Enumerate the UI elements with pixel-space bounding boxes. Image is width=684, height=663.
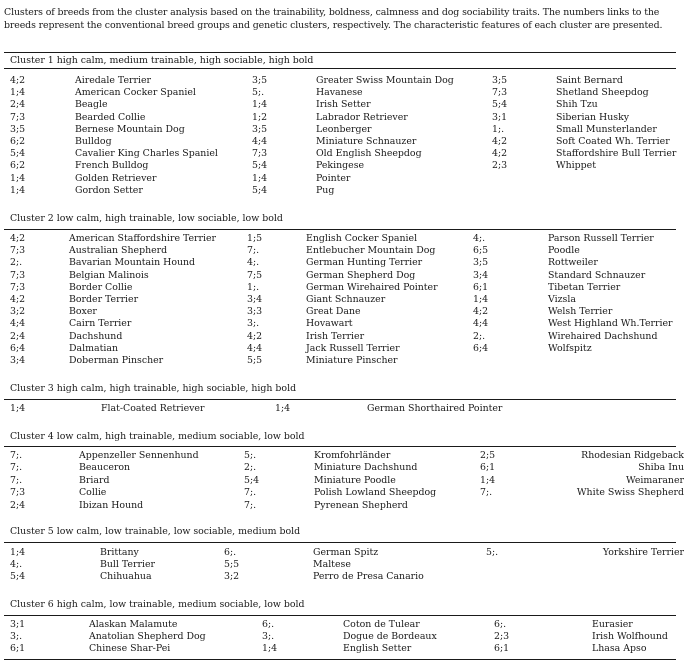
cluster-2-table xyxy=(0,233,684,367)
group-cluster-code: 2;. xyxy=(244,462,257,474)
group-cluster-code: 7;3 xyxy=(10,269,26,281)
breed-name: Maltese xyxy=(313,559,351,571)
group-cluster-code: 7;. xyxy=(244,487,257,499)
group-cluster-code: 1;4 xyxy=(10,172,26,184)
group-cluster-code: 1;5 xyxy=(247,233,263,244)
breed-name: Giant Schnauzer xyxy=(306,293,386,305)
group-cluster-code: 6;. xyxy=(224,547,237,558)
group-cluster-code: 7;3 xyxy=(10,281,26,293)
breed-name: Vizsla xyxy=(548,293,576,305)
breed-name: German Shorthaired Pointer xyxy=(367,403,503,414)
breed-name: Miniature Poodle xyxy=(314,474,396,486)
group-cluster-code: 1;. xyxy=(247,281,260,293)
table-row xyxy=(0,306,684,318)
breed-name: Irish Terrier xyxy=(306,330,365,342)
group-cluster-code: 5;. xyxy=(252,87,265,99)
group-cluster-code: 7;5 xyxy=(247,269,263,281)
group-cluster-code: 5;4 xyxy=(10,148,26,160)
breed-name: Bearded Collie xyxy=(75,111,146,123)
table-row xyxy=(0,233,684,245)
group-cluster-code: 3;5 xyxy=(252,75,268,86)
breed-name: Jack Russell Terrier xyxy=(306,342,400,354)
group-cluster-code: 3;5 xyxy=(473,257,489,269)
cluster-3-table xyxy=(0,403,684,415)
group-cluster-code: 6;2 xyxy=(10,160,26,172)
cluster-5-heading: Cluster 5 low calm, low trainable, low sociable, medium bold xyxy=(10,526,301,537)
group-cluster-code: 1;4 xyxy=(275,403,291,414)
group-cluster-code: 1;4 xyxy=(473,293,489,305)
table-row xyxy=(0,355,684,367)
breed-name: German Spitz xyxy=(313,547,379,558)
group-cluster-code: 4;2 xyxy=(473,306,489,318)
group-cluster-code: 3;. xyxy=(262,631,275,643)
group-cluster-code: 4;2 xyxy=(247,330,263,342)
breed-name: Flat-Coated Retriever xyxy=(101,403,205,414)
group-cluster-code: 4;2 xyxy=(10,233,26,244)
breed-name: Ibizan Hound xyxy=(79,499,144,511)
group-cluster-code: 6;1 xyxy=(10,643,26,655)
group-cluster-code: 3;1 xyxy=(10,619,26,630)
group-cluster-code: 7;. xyxy=(480,487,493,499)
breed-name: Lhasa Apso xyxy=(592,643,647,655)
table-row xyxy=(0,450,684,462)
breed-name: Small Munsterlander xyxy=(556,123,657,135)
group-cluster-code: 5;4 xyxy=(252,184,268,196)
breed-name: French Bulldog xyxy=(75,160,149,172)
breed-name: Whippet xyxy=(556,160,596,172)
breed-name: Greater Swiss Mountain Dog xyxy=(316,75,454,86)
group-cluster-code: 4;. xyxy=(10,559,23,571)
breed-name: Shih Tzu xyxy=(556,99,598,111)
group-cluster-code: 7;3 xyxy=(10,245,26,257)
table-row xyxy=(0,124,684,136)
breed-name: Pyrenean Shepherd xyxy=(314,499,408,511)
breed-name: West Highland Wh.Terrier xyxy=(548,318,673,330)
breed-name: Dachshund xyxy=(69,330,123,342)
cluster-6-heading: Cluster 6 high calm, low trainable, medium sociable, low bold xyxy=(10,599,305,610)
group-cluster-code: 5;5 xyxy=(247,354,263,366)
cluster-2-heading: Cluster 2 low calm, high trainable, low sociable, low bold xyxy=(10,213,283,224)
breed-name: Poodle xyxy=(548,245,580,257)
breed-name: Great Dane xyxy=(306,306,361,318)
breed-name: Miniature Dachshund xyxy=(314,462,418,474)
table-row xyxy=(0,75,684,87)
group-cluster-code: 6;1 xyxy=(494,643,510,655)
breed-name: American Staffordshire Terrier xyxy=(69,233,217,244)
cluster-3-rule xyxy=(4,399,676,400)
group-cluster-code: 7;3 xyxy=(10,111,26,123)
breed-name: Bull Terrier xyxy=(100,559,155,571)
breed-name: German Shepherd Dog xyxy=(306,269,416,281)
breed-name: Gordon Setter xyxy=(75,184,143,196)
group-cluster-code: 4;4 xyxy=(252,135,268,147)
group-cluster-code: 2;4 xyxy=(10,499,26,511)
breed-name: Parson Russell Terrier xyxy=(548,233,654,244)
group-cluster-code: 6;. xyxy=(262,619,275,630)
breed-name: Saint Bernard xyxy=(556,75,623,86)
table-row xyxy=(0,257,684,269)
group-cluster-code: 7;. xyxy=(10,462,23,474)
group-cluster-code: 4;. xyxy=(247,257,260,269)
table-row xyxy=(0,160,684,172)
table-row xyxy=(0,619,684,631)
breed-name: Siberian Husky xyxy=(556,111,630,123)
group-cluster-code: 7;3 xyxy=(252,148,268,160)
breed-name: Collie xyxy=(79,487,107,499)
cluster-4-rule xyxy=(4,446,676,447)
group-cluster-code: 6;1 xyxy=(480,462,496,474)
group-cluster-code: 3;2 xyxy=(10,306,26,318)
breed-name: Dogue de Bordeaux xyxy=(343,631,437,643)
bottom-rule xyxy=(4,659,676,660)
group-cluster-code: 7;. xyxy=(244,499,257,511)
group-cluster-code: 4;2 xyxy=(492,135,508,147)
breed-name: Pointer xyxy=(316,172,351,184)
breed-name: Doberman Pinscher xyxy=(69,354,164,366)
breed-name: Golden Retriever xyxy=(75,172,157,184)
breed-name: English Cocker Spaniel xyxy=(306,233,418,244)
breed-name: Kromfohrländer xyxy=(314,450,391,461)
breed-name: Alaskan Malamute xyxy=(89,619,178,630)
group-cluster-code: 2;. xyxy=(473,330,486,342)
breed-name: Border Collie xyxy=(69,281,133,293)
breed-name: Old English Sheepdog xyxy=(316,148,422,160)
table-row xyxy=(0,403,684,415)
cluster-1-heading: Cluster 1 high calm, medium trainable, high sociable, high bold xyxy=(10,55,314,66)
breed-name: Entlebucher Mountain Dog xyxy=(306,245,436,257)
breed-name: Standard Schnauzer xyxy=(548,269,646,281)
group-cluster-code: 6;1 xyxy=(473,281,489,293)
breed-name: Staffordshire Bull Terrier xyxy=(556,148,677,160)
cluster-6-rule xyxy=(4,615,676,616)
group-cluster-code: 2;4 xyxy=(10,99,26,111)
cluster-4-table xyxy=(0,450,684,512)
table-caption: Clusters of breeds from the cluster analysis based on the trainability, boldness, calmness and dog sociability traits. The numbers links to the breeds represent the conventional breed groups and genetic clusters, respectively. The characteristic features of each cluster are presented. xyxy=(4,7,663,31)
breed-name: Dalmatian xyxy=(69,342,118,354)
group-cluster-code: 5;4 xyxy=(10,571,26,583)
breed-name: Havanese xyxy=(316,87,363,99)
breed-name: Brittany xyxy=(100,547,139,558)
group-cluster-code: 3;4 xyxy=(473,269,489,281)
breed-name: Rottweiler xyxy=(548,257,598,269)
table-row xyxy=(0,282,684,294)
group-cluster-code: 5;4 xyxy=(244,474,260,486)
group-cluster-code: 3;. xyxy=(247,318,260,330)
group-cluster-code: 1;4 xyxy=(10,184,26,196)
breed-name: Irish Wolfhound xyxy=(592,631,668,643)
group-cluster-code: 7;. xyxy=(10,450,23,461)
group-cluster-code: 2;4 xyxy=(10,330,26,342)
group-cluster-code: 4;4 xyxy=(473,318,489,330)
cluster-6-table xyxy=(0,619,684,656)
table-row xyxy=(0,547,684,559)
breed-name: Pug xyxy=(316,184,335,196)
group-cluster-code: 3;4 xyxy=(247,293,263,305)
table-row xyxy=(0,99,684,111)
table-row xyxy=(0,487,684,499)
group-cluster-code: 2;3 xyxy=(492,160,508,172)
group-cluster-code: 1;2 xyxy=(252,111,268,123)
breed-name: Border Terrier xyxy=(69,293,139,305)
group-cluster-code: 3;. xyxy=(10,631,23,643)
group-cluster-code: 6;4 xyxy=(10,342,26,354)
table-row xyxy=(0,270,684,282)
table-row xyxy=(0,462,684,474)
table-row xyxy=(0,571,684,583)
group-cluster-code: 6;5 xyxy=(473,245,489,257)
group-cluster-code: 4;4 xyxy=(10,318,26,330)
group-cluster-code: 4;4 xyxy=(247,342,263,354)
breed-name: Beauceron xyxy=(79,462,131,474)
breed-name: Eurasier xyxy=(592,619,633,630)
breed-name: White Swiss Shepherd xyxy=(576,487,684,499)
cluster-3-heading: Cluster 3 high calm, high trainable, high sociable, high bold xyxy=(10,383,297,394)
group-cluster-code: 4;2 xyxy=(492,148,508,160)
breed-name: Shiba Inu xyxy=(638,462,684,474)
breed-name: Cairn Terrier xyxy=(69,318,132,330)
breed-name: Perro de Presa Canario xyxy=(313,571,424,583)
group-cluster-code: 4;2 xyxy=(10,75,26,86)
cluster-5-rule xyxy=(4,542,676,543)
breed-name: Labrador Retriever xyxy=(316,111,408,123)
group-cluster-code: 1;. xyxy=(492,123,505,135)
breed-name: Weimaraner xyxy=(625,474,684,486)
table-row xyxy=(0,148,684,160)
breed-name: Miniature Pinscher xyxy=(306,354,398,366)
table-row xyxy=(0,318,684,330)
breed-name: Coton de Tulear xyxy=(343,619,420,630)
breed-name: Miniature Schnauzer xyxy=(316,135,417,147)
table-row xyxy=(0,112,684,124)
breed-name: Cavalier King Charles Spaniel xyxy=(75,148,218,160)
top-rule xyxy=(4,52,676,53)
group-cluster-code: 7;. xyxy=(10,474,23,486)
group-cluster-code: 3;5 xyxy=(492,75,508,86)
table-row xyxy=(0,87,684,99)
breed-name: Yorkshire Terrier xyxy=(602,547,684,558)
table-row xyxy=(0,294,684,306)
group-cluster-code: 1;4 xyxy=(262,643,278,655)
group-cluster-code: 1;4 xyxy=(252,172,268,184)
breed-name: Shetland Sheepdog xyxy=(556,87,649,99)
table-row xyxy=(0,136,684,148)
table-row xyxy=(0,643,684,655)
group-cluster-code: 2;3 xyxy=(494,631,510,643)
group-cluster-code: 1;4 xyxy=(252,99,268,111)
group-cluster-code: 7;. xyxy=(247,245,260,257)
group-cluster-code: 2;5 xyxy=(480,450,496,461)
group-cluster-code: 5;4 xyxy=(492,99,508,111)
breed-name: Boxer xyxy=(69,306,97,318)
group-cluster-code: 5;5 xyxy=(224,559,240,571)
breed-name: Belgian Malinois xyxy=(69,269,149,281)
breed-name: Leonberger xyxy=(316,123,372,135)
table-row xyxy=(0,475,684,487)
group-cluster-code: 5;4 xyxy=(252,160,268,172)
breed-name: English Setter xyxy=(343,643,412,655)
breed-name: Hovawart xyxy=(306,318,353,330)
cluster-4-heading: Cluster 4 low calm, high trainable, medium sociable, low bold xyxy=(10,431,305,442)
breed-name: Wirehaired Dachshund xyxy=(548,330,658,342)
table-row xyxy=(0,331,684,343)
table-row xyxy=(0,631,684,643)
group-cluster-code: 3;2 xyxy=(224,571,240,583)
breed-name: Chihuahua xyxy=(100,571,152,583)
group-cluster-code: 6;4 xyxy=(473,342,489,354)
cluster-1-table xyxy=(0,75,684,197)
breed-name: Beagle xyxy=(75,99,108,111)
breed-name: Chinese Shar-Pei xyxy=(89,643,171,655)
breed-name: Bavarian Mountain Hound xyxy=(69,257,196,269)
table-row xyxy=(0,500,684,512)
breed-name: Soft Coated Wh. Terrier xyxy=(556,135,670,147)
table-row xyxy=(0,343,684,355)
breed-name: Australian Shepherd xyxy=(69,245,168,257)
group-cluster-code: 4;. xyxy=(473,233,486,244)
breed-name: Bernese Mountain Dog xyxy=(75,123,185,135)
breed-name: Briard xyxy=(79,474,110,486)
breed-name: American Cocker Spaniel xyxy=(75,87,196,99)
table-row xyxy=(0,185,684,197)
breed-name: Wolfspitz xyxy=(548,342,592,354)
breed-name: Pekingese xyxy=(316,160,365,172)
breed-name: German Hunting Terrier xyxy=(306,257,423,269)
breed-name: Anatolian Shepherd Dog xyxy=(89,631,206,643)
breed-name: Polish Lowland Sheepdog xyxy=(314,487,437,499)
group-cluster-code: 3;3 xyxy=(247,306,263,318)
group-cluster-code: 7;3 xyxy=(492,87,508,99)
breed-name: Tibetan Terrier xyxy=(548,281,621,293)
group-cluster-code: 4;2 xyxy=(10,293,26,305)
group-cluster-code: 7;3 xyxy=(10,487,26,499)
group-cluster-code: 1;4 xyxy=(10,547,26,558)
group-cluster-code: 2;. xyxy=(10,257,23,269)
group-cluster-code: 6;2 xyxy=(10,135,26,147)
group-cluster-code: 3;4 xyxy=(10,354,26,366)
breed-name: German Wirehaired Pointer xyxy=(306,281,438,293)
breed-name: Welsh Terrier xyxy=(548,306,613,318)
cluster-2-rule xyxy=(4,229,676,230)
group-cluster-code: 1;4 xyxy=(10,403,26,414)
group-cluster-code: 3;5 xyxy=(10,123,26,135)
group-cluster-code: 5;. xyxy=(244,450,257,461)
breed-name: Rhodesian Ridgeback xyxy=(581,450,684,461)
group-cluster-code: 3;5 xyxy=(252,123,268,135)
group-cluster-code: 3;1 xyxy=(492,111,508,123)
table-row xyxy=(0,173,684,185)
group-cluster-code: 1;4 xyxy=(10,87,26,99)
group-cluster-code: 6;. xyxy=(494,619,507,630)
cluster-5-table xyxy=(0,547,684,584)
breed-name: Bulldog xyxy=(75,135,112,147)
breed-name: Airedale Terrier xyxy=(75,75,151,86)
table-row xyxy=(0,559,684,571)
breed-name: Irish Setter xyxy=(316,99,371,111)
group-cluster-code: 5;. xyxy=(486,547,499,558)
breed-name: Appenzeller Sennenhund xyxy=(79,450,199,461)
table-row xyxy=(0,245,684,257)
cluster-1-rule xyxy=(4,68,676,69)
group-cluster-code: 1;4 xyxy=(480,474,496,486)
